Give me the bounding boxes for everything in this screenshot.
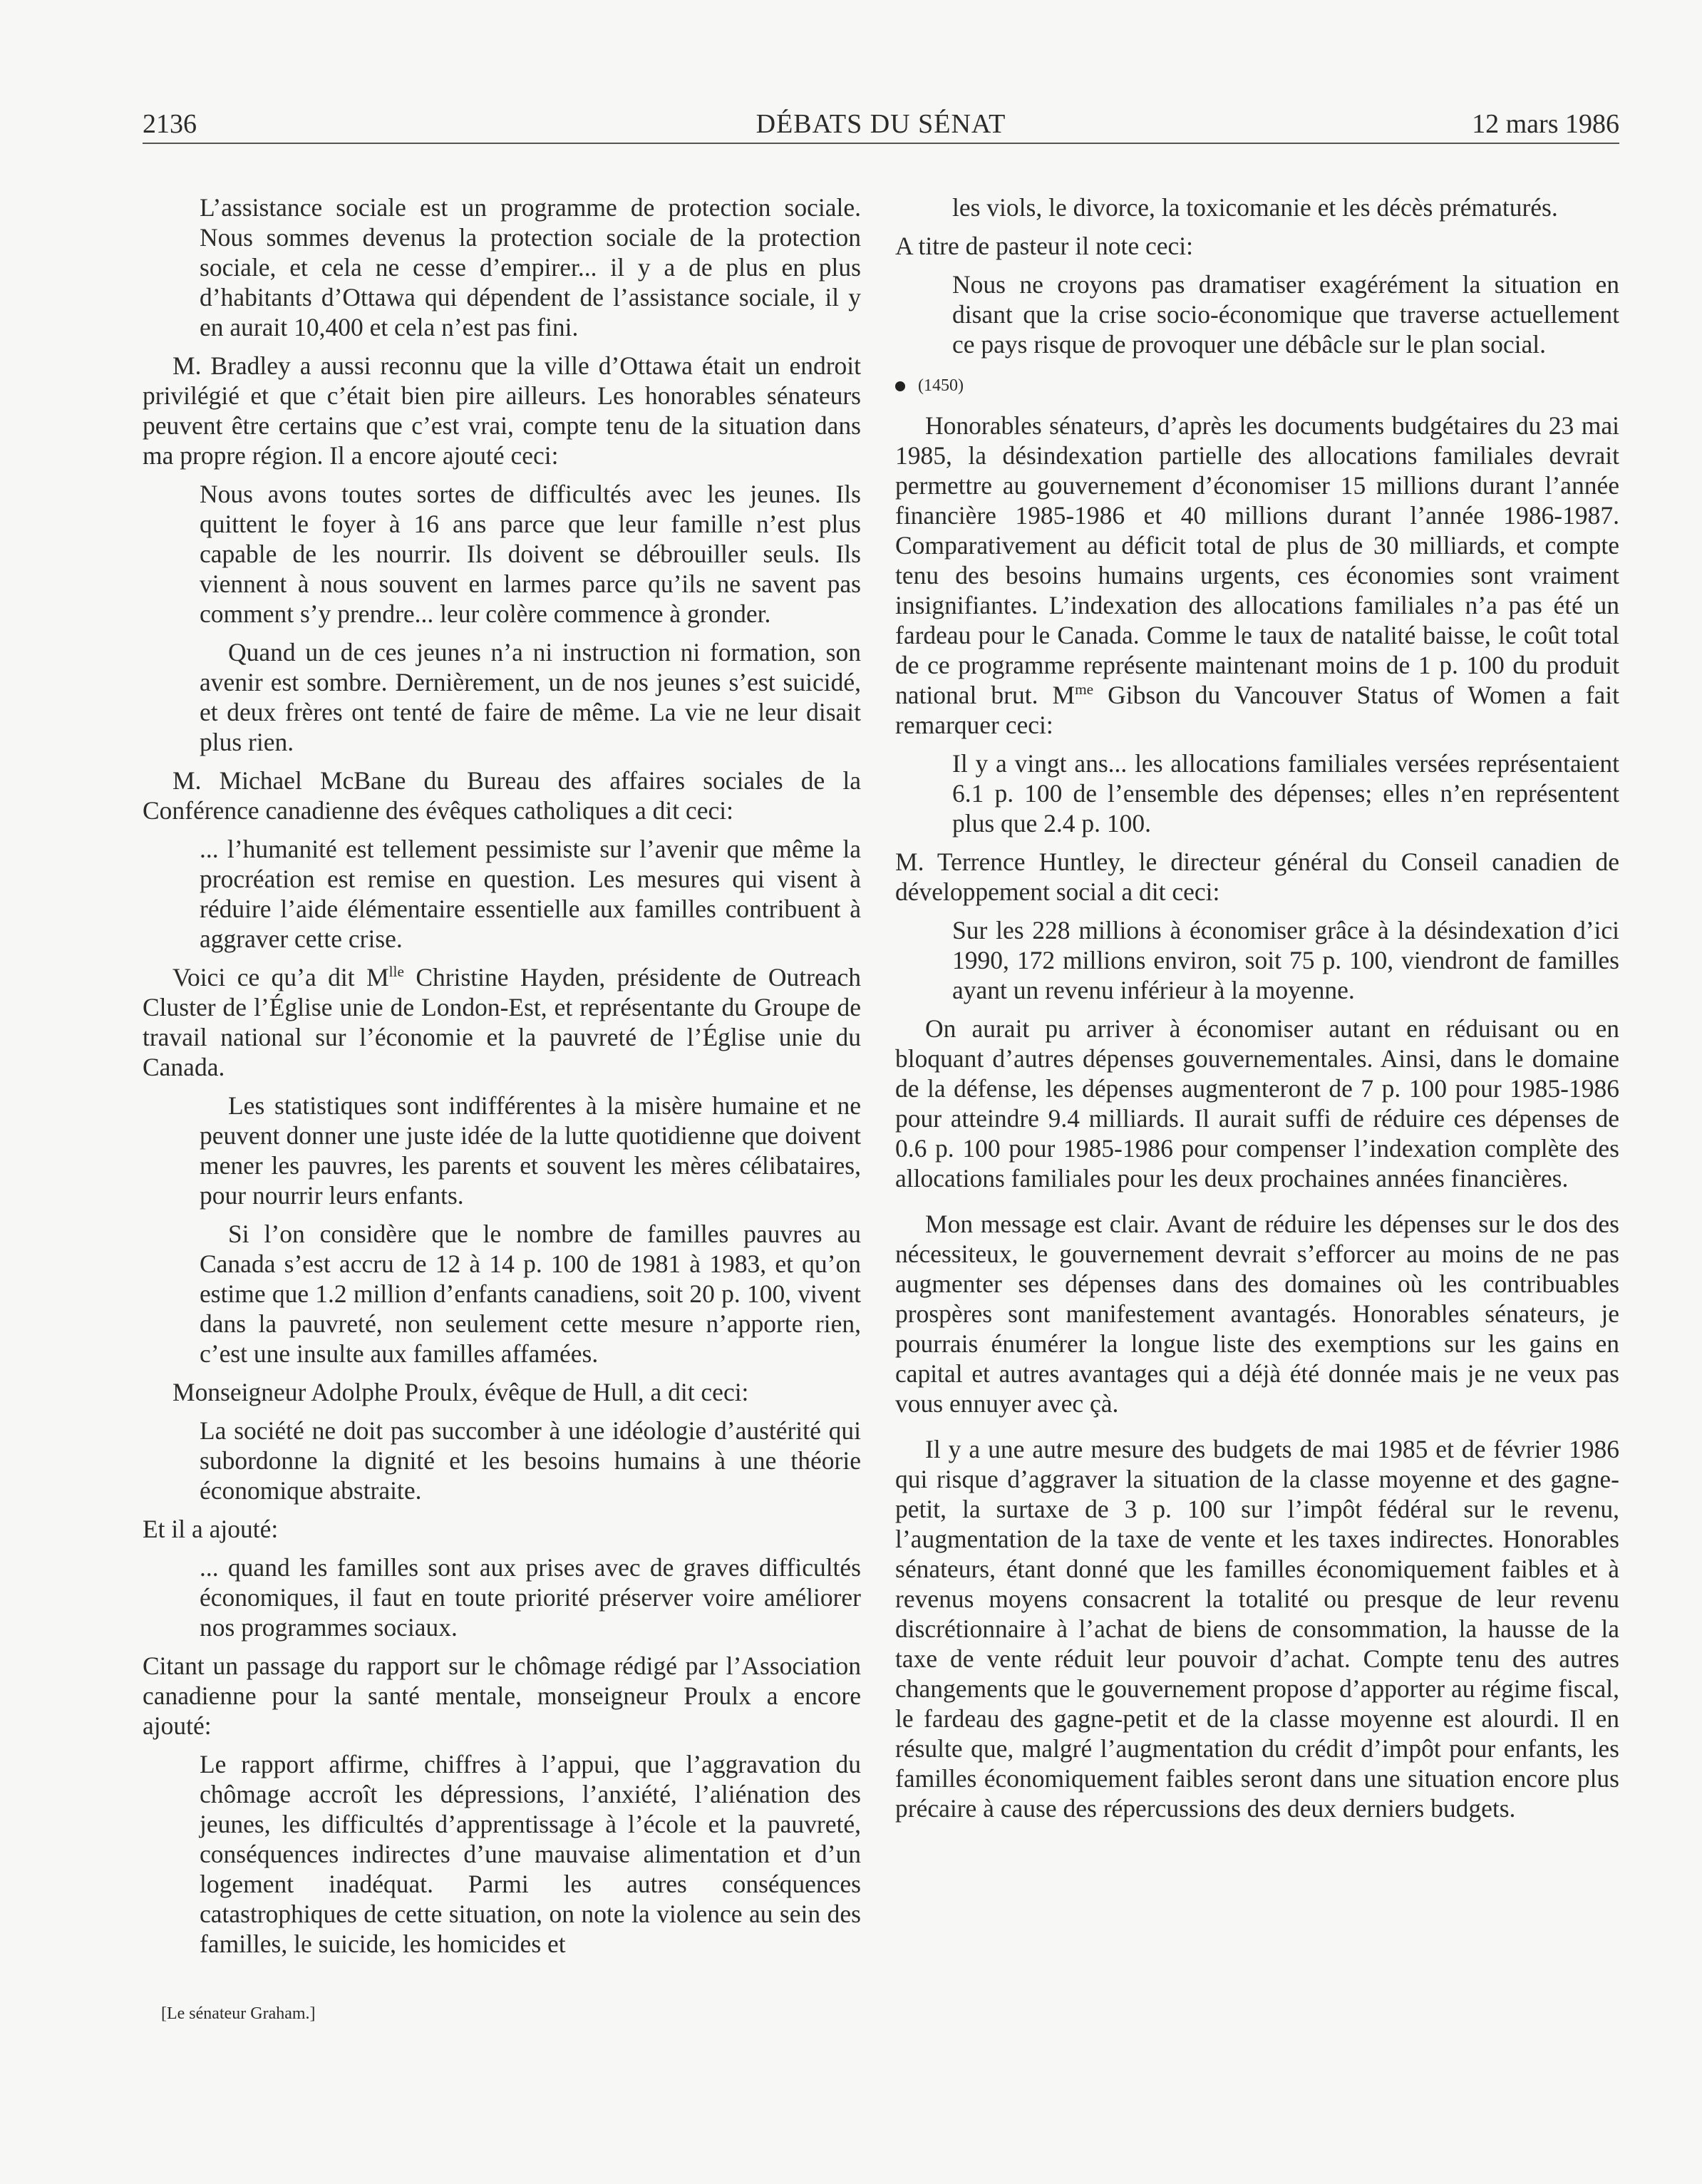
page-date: 12 mars 1986 (1472, 109, 1619, 139)
quote-paragraph: La société ne doit pas succomber à une idéologie d’austérité qui subordonne la dignité et les besoins humains à une théorie économique abstraite. (200, 1416, 861, 1505)
quote-paragraph: Sur les 228 millions à économiser grâce à la désindexation d’ici 1990, 172 millions environ, soit 75 p. 100, viendront de familles ayant un revenu inférieur à la moyenne. (952, 916, 1619, 1004)
body-paragraph (143, 962, 861, 1082)
quote-paragraph: les viols, le divorce, la toxicomanie et les décès prématurés. (952, 193, 1558, 222)
body-paragraph: On aurait pu arriver à économiser autant en réduisant ou en bloquant d’autres dépenses gouvernementales. Ainsi, dans le domaine de la défense, les dépenses augmenteront de 7 p. 100 pour 1985-1986 pour atteindre 9.4 milliards. Il aurait suffi de réduire ces dépenses de 0.6 p. 100 pour 1985-1986 pour compenser l’indexation complète des allocations familiales pour les deux prochaines années financières. (895, 1014, 1619, 1193)
bullet-icon (895, 381, 905, 391)
body-paragraph (895, 411, 1619, 740)
text-span: Honorables sénateurs, d’après les documents budgétaires du 23 mai 1985, la désindexation partielle des allocations familiales devrait permettre au gouvernement d’économiser 15 millions durant l’année financière 1985-1986 et 40 millions durant l’année 1986-1987. Comparativement au déficit total de plus de 30 milliards, et compte tenu des besoins humains urgents, ces économies sont vraiment insignifiantes. L’indexation des allocations familiales n’a pas été un fardeau pour le Canada. Comme le taux de natalité baisse, le coût total de ce programme représente maintenant moins de 1 p. 100 du produit national brut. M (895, 411, 1619, 709)
header-rule (143, 143, 1619, 144)
text-span: Gibson du Vancouver Status of Women a fait remarquer ceci: (895, 681, 1619, 739)
text-span: Voici ce qu’a dit M (172, 963, 389, 991)
time-marker-label: (1450) (918, 376, 964, 395)
page-header (143, 108, 1619, 144)
speaker-footer: [Le sénateur Graham.] (161, 2004, 316, 2023)
quote-paragraph: Quand un de ces jeunes n’a ni instruction ni formation, son avenir est sombre. Dernièrement, un de nos jeunes s’est suicidé, et deux frères ont tenté de faire de même. La vie ne leur disait plus rien. (200, 638, 861, 756)
body-paragraph: Il y a une autre mesure des budgets de mai 1985 et de février 1986 qui risque d’aggraver la situation de la classe moyenne et des gagne-petit, la surtaxe de 3 p. 100 sur l’impôt fédéral sur le revenu, l’augmentation de la taxe de vente et les taxes indirectes. Honorables sénateurs, étant donné que les familles économiquement faibles et à revenus moyens consacrent la totalité ou presque de leur revenu discrétionnaire à l’achat de biens de consommation, la hausse de la taxe de vente réduit leur pouvoir d’achat. Compte tenu des autres changements que le gouvernement propose d’apporter au régime fiscal, le fardeau des gagne-petit et de la classe moyenne est alourdi. Il en résulte que, malgré l’augmentation du crédit d’impôt pour enfants, les familles économiquement faibles seront dans une situation encore plus précaire à cause des répercussions des deux derniers budgets. (895, 1435, 1619, 1823)
quote-paragraph: Il y a vingt ans... les allocations familiales versées représentaient 6.1 p. 100 de l’ensemble des dépenses; elles n’en représentent plus que 2.4 p. 100. (952, 749, 1619, 838)
right-column (895, 192, 1619, 1823)
quote-paragraph: ... l’humanité est tellement pessimiste sur l’avenir que même la procréation est remise en question. Les mesures qui visent à réduire l’aide élémentaire essentielle aux familles contribuent à aggraver cette crise. (200, 835, 861, 953)
superscript: me (1075, 681, 1094, 699)
quote-paragraph: L’assistance sociale est un programme de protection sociale. Nous sommes devenus la protection sociale de la protection sociale, et cela ne cesse d’empirer... il y a de plus en plus d’habitants d’Ottawa qui dépendent de l’assistance sociale, il y en aurait 10,400 et cela n’est pas fini. (200, 193, 861, 341)
left-column (143, 192, 861, 1959)
quote-paragraph: Nous ne croyons pas dramatiser exagérément la situation en disant que la crise socio-économique que traverse actuellement ce pays risque de provoquer une débâcle sur le plan social. (952, 270, 1619, 359)
body-paragraph: Et il a ajouté: (143, 1515, 279, 1543)
body-paragraph: Citant un passage du rapport sur le chômage rédigé par l’Association canadienne pour la santé mentale, monseigneur Proulx a encore ajouté: (143, 1652, 861, 1740)
quote-paragraph: Les statistiques sont indifférentes à la misère humaine et ne peuvent donner une juste idée de la lutte quotidienne que doivent mener les pauvres, les parents et souvent les mères célibataires, pour nourrir leurs enfants. (200, 1091, 861, 1210)
page-number: 2136 (143, 109, 197, 139)
text-span: Christine Hayden, présidente de Outreach Cluster de l’Église unie de London-Est, et représentante du Groupe de travail national sur l’économie et la pauvreté de l’Église unie du Canada. (143, 963, 861, 1081)
quote-paragraph: Si l’on considère que le nombre de familles pauvres au Canada s’est accru de 12 à 14 p. 100 de 1981 à 1983, et qu’on estime que 1.2 million d’enfants canadiens, soit 20 p. 100, vivent dans la pauvreté, non seulement cette mesure n’apporte rien, c’est une insulte aux familles affamées. (200, 1220, 861, 1368)
body-paragraph: Monseigneur Adolphe Proulx, évêque de Hull, a dit ceci: (172, 1378, 749, 1406)
body-paragraph: M. Michael McBane du Bureau des affaires sociales de la Conférence canadienne des évêques catholiques a dit ceci: (143, 766, 861, 825)
time-marker (895, 375, 1619, 396)
body-paragraph: A titre de pasteur il note ceci: (895, 232, 1193, 260)
body-paragraph: M. Terrence Huntley, le directeur général du Conseil canadien de développement social a dit ceci: (895, 848, 1619, 906)
body-paragraph: M. Bradley a aussi reconnu que la ville d’Ottawa était un endroit privilégié et que c’était bien pire ailleurs. Les honorables sénateurs peuvent être certains que c’est vrai, compte tenu de la situation dans ma propre région. Il a encore ajouté ceci: (143, 351, 861, 470)
quote-paragraph: ... quand les familles sont aux prises avec de graves difficultés économiques, il faut en toute priorité préserver voire améliorer nos programmes sociaux. (200, 1553, 861, 1642)
superscript: lle (388, 963, 404, 981)
quote-paragraph: Le rapport affirme, chiffres à l’appui, que l’aggravation du chômage accroît les dépressions, l’anxiété, l’aliénation des jeunes, les difficultés d’apprentissage à l’école et la pauvreté, conséquences indirectes d’une mauvaise alimentation et d’un logement inadéquat. Parmi les autres conséquences catastrophiques de cette situation, on note la violence au sein des familles, le suicide, les homicides et (200, 1750, 861, 1958)
body-paragraph: Mon message est clair. Avant de réduire les dépenses sur le dos des nécessiteux, le gouvernement devrait s’efforcer au moins de ne pas augmenter ses dépenses dans des domaines où les contribuables prospères sont manifestement avantagés. Honorables sénateurs, je pourrais énumérer la longue liste des exemptions sur les gains en capital et autres avantages qui a déjà été donnée mais je ne veux pas vous ennuyer avec çà. (895, 1210, 1619, 1418)
quote-paragraph: Nous avons toutes sortes de difficultés avec les jeunes. Ils quittent le foyer à 16 ans parce que leur famille n’est plus capable de les nourrir. Ils doivent se débrouiller seuls. Ils viennent à nous souvent en larmes parce qu’ils ne savent pas comment s’y prendre... leur colère commence à gronder. (200, 480, 861, 628)
page-title: DÉBATS DU SÉNAT (755, 109, 1006, 139)
